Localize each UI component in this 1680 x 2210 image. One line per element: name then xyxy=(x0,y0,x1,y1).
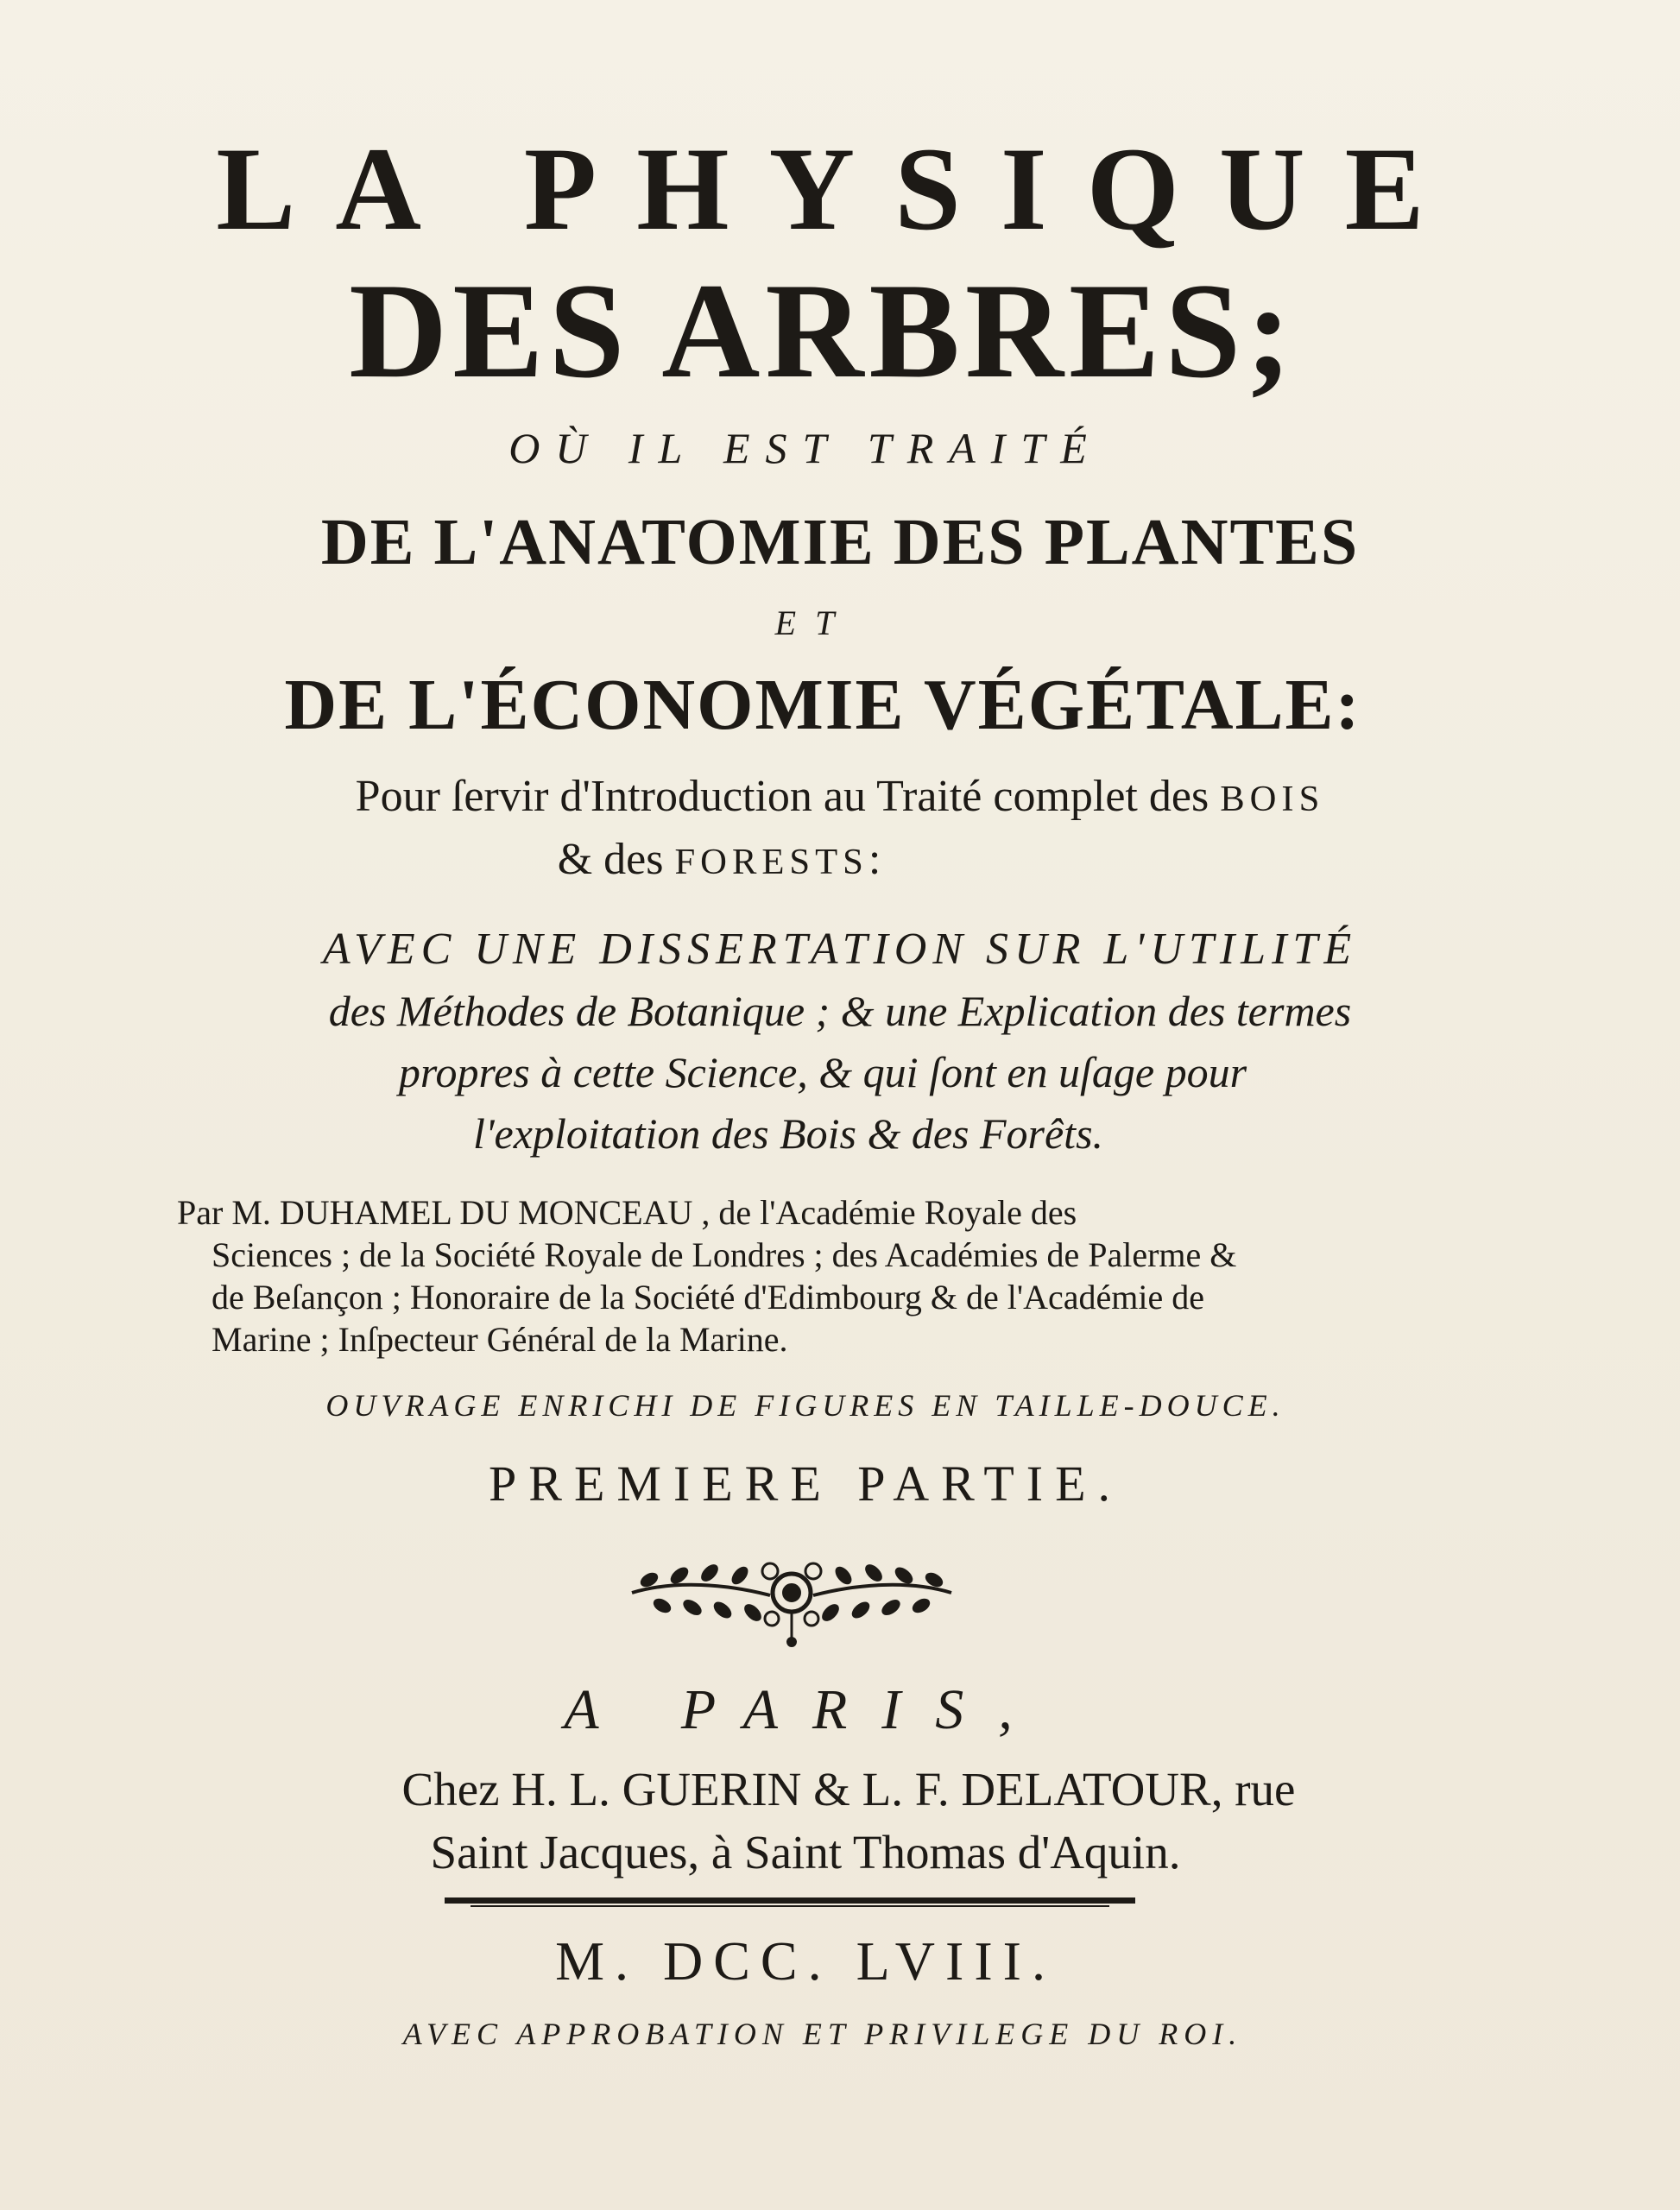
purpose-line-1-caps: BOIS xyxy=(1220,779,1325,819)
purpose-line-2 xyxy=(0,837,1559,882)
subtitle-ou-il: OÙ IL EST TRAITÉ xyxy=(508,424,1102,472)
author-line-3: de Beſançon ; Honoraire de la Société d'Edimbourg & de l'Académie de xyxy=(212,1278,1204,1317)
purpose-line-2-suffix: : xyxy=(868,835,881,884)
subtitle-anatomie: DE L'ANATOMIE DES PLANTES xyxy=(320,506,1360,578)
dissertation-line-2: des Méthodes de Botanique ; & une Explication des termes xyxy=(328,987,1352,1035)
imprint-date: M. DCC. LVIII. xyxy=(555,1930,1056,1992)
purpose-line-1 xyxy=(0,774,1680,819)
title-line-2: DES ARBRES; xyxy=(349,256,1297,407)
purpose-line-2-caps: FORESTS xyxy=(674,842,868,882)
double-rule-divider xyxy=(445,1896,1135,1910)
author-block xyxy=(177,1191,1420,1361)
purpose-line-1-text: Pour ſervir d'Introduction au Traité complet des xyxy=(355,772,1221,821)
imprint-city: A PARIS, xyxy=(564,1678,1047,1741)
purpose-line-2-text: & des xyxy=(557,835,675,884)
dissertation-line-3: propres à cette Science, & qui ſont en uſage pour xyxy=(398,1048,1247,1096)
imprint-publisher: Chez H. L. GUERIN & L. F. DELATOUR, rue xyxy=(401,1763,1296,1815)
part-heading: PREMIERE PARTIE. xyxy=(489,1455,1122,1512)
title-line-1: LA PHYSIQUE xyxy=(216,123,1464,255)
dissertation-line-1: AVEC UNE DISSERTATION SUR L'UTILITÉ xyxy=(322,925,1358,974)
author-line-4: Marine ; Inſpecteur Général de la Marine. xyxy=(212,1320,788,1359)
dissertation-line-4: l'exploitation des Bois & des Forêts. xyxy=(472,1109,1104,1158)
ouvrage-line: OUVRAGE ENRICHI DE FIGURES EN TAILLE-DOUCE. xyxy=(325,1388,1285,1423)
author-line-1: Par M. DUHAMEL DU MONCEAU , de l'Académie Royale des xyxy=(177,1193,1077,1232)
privilege-line: AVEC APPROBATION ET PRIVILEGE DU ROI. xyxy=(402,2017,1243,2051)
imprint-address: Saint Jacques, à Saint Thomas d'Aquin. xyxy=(430,1826,1181,1878)
subtitle-et: ET xyxy=(774,603,854,642)
subtitle-economie: DE L'ÉCONOMIE VÉGÉTALE: xyxy=(284,665,1361,745)
floral-vignette-icon xyxy=(623,1545,960,1649)
author-line-2: Sciences ; de la Société Royale de Londres ; des Académies de Palerme & xyxy=(212,1235,1237,1274)
